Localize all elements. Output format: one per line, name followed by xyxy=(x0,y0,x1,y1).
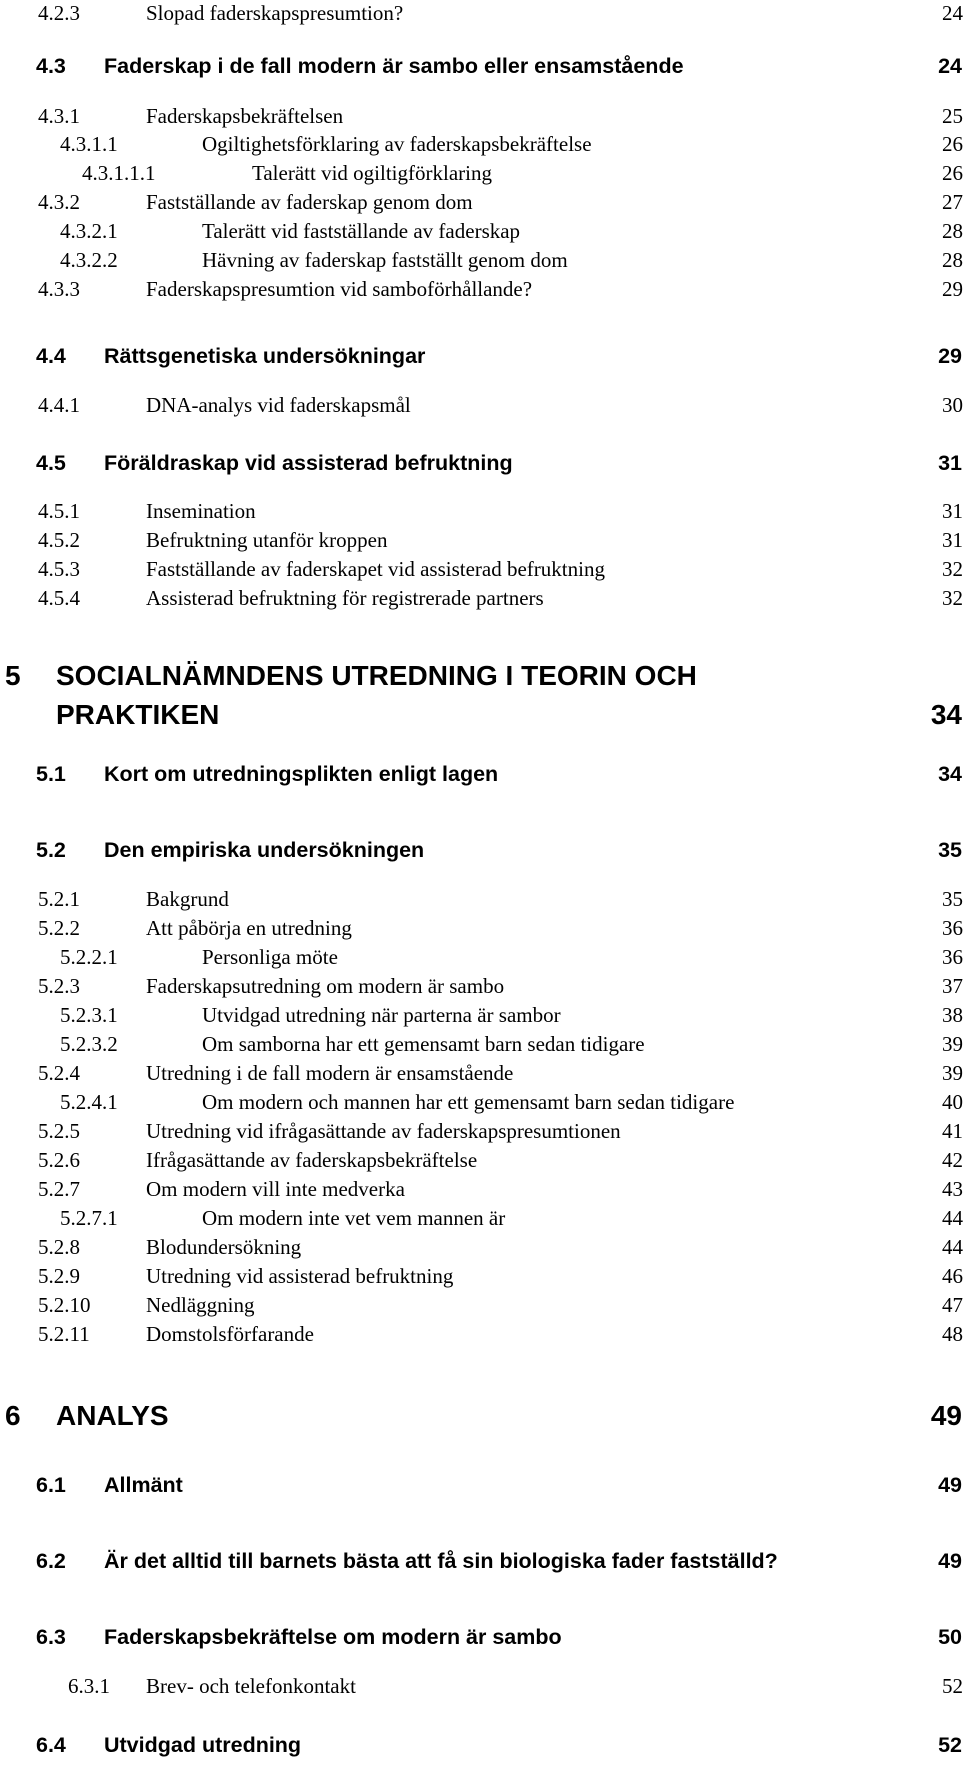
entry-page: 35 xyxy=(942,887,963,911)
entry-number: 5.2.7.1 xyxy=(60,1206,118,1230)
entry-title: Insemination xyxy=(146,499,256,523)
entry-number: 6.4 xyxy=(36,1733,66,1757)
entry-title: Nedläggning xyxy=(146,1293,255,1317)
entry-page: 44 xyxy=(942,1206,963,1230)
entry-page: 31 xyxy=(942,499,963,523)
entry-page: 50 xyxy=(938,1625,962,1649)
entry-title: Faderskap i de fall modern är sambo eller ensamstående xyxy=(104,54,684,78)
entry-number: 4.3.1 xyxy=(38,104,80,128)
entry-number: 5 xyxy=(5,660,21,691)
entry-title: Talerätt vid ogiltigförklaring xyxy=(252,161,492,185)
entry-page: 34 xyxy=(930,699,962,730)
entry-title: Assisterad befruktning för registrerade partners xyxy=(146,586,544,610)
entry-number: 5.2.5 xyxy=(38,1119,80,1143)
entry-page: 27 xyxy=(942,190,963,214)
entry-number: 6.3.1 xyxy=(68,1674,110,1698)
entry-title: Är det alltid till barnets bästa att få sin biologiska fader fastställd? xyxy=(104,1549,778,1573)
entry-title: Blodundersökning xyxy=(146,1235,302,1259)
entry-title: Utredning i de fall modern är ensamstående xyxy=(146,1061,514,1085)
entry-number: 4.3.1.1 xyxy=(60,132,118,156)
entry-page: 24 xyxy=(938,54,962,78)
entry-page: 37 xyxy=(942,974,963,998)
entry-number: 5.2.11 xyxy=(38,1322,90,1346)
entry-number: 5.2.4 xyxy=(38,1061,80,1085)
entry-number: 4.3.2.2 xyxy=(60,248,118,272)
entry-page: 26 xyxy=(942,132,963,156)
entry-page: 35 xyxy=(938,838,962,862)
entry-number: 5.2 xyxy=(36,838,66,862)
entry-number: 4.5.3 xyxy=(38,557,80,581)
entry-page: 36 xyxy=(942,916,963,940)
entry-title: Brev- och telefonkontakt xyxy=(146,1674,356,1698)
entry-number: 5.2.3.2 xyxy=(60,1032,118,1056)
entry-page: 25 xyxy=(942,104,963,128)
entry-title: ANALYS xyxy=(56,1400,169,1431)
entry-number: 4.4.1 xyxy=(38,393,80,417)
entry-title: Utredning vid assisterad befruktning xyxy=(146,1264,454,1288)
entry-page: 49 xyxy=(938,1549,962,1573)
entry-page: 32 xyxy=(942,586,963,610)
entry-title: Ogiltighetsförklaring av faderskapsbekräftelse xyxy=(202,132,592,156)
entry-page: 24 xyxy=(942,1,963,25)
entry-number: 6 xyxy=(5,1400,21,1431)
entry-number: 6.2 xyxy=(36,1549,66,1573)
entry-title: Faderskapsutredning om modern är sambo xyxy=(146,974,505,998)
entry-title: Om modern vill inte medverka xyxy=(146,1177,405,1201)
entry-title: Slopad faderskapspresumtion? xyxy=(146,1,404,25)
entry-page: 52 xyxy=(942,1674,963,1698)
entry-number: 5.2.1 xyxy=(38,887,80,911)
entry-number: 4.3.3 xyxy=(38,277,80,301)
entry-title: Befruktning utanför kroppen xyxy=(146,528,388,552)
entry-page: 40 xyxy=(942,1090,963,1114)
entry-number: 4.2.3 xyxy=(38,1,80,25)
entry-number: 4.3 xyxy=(36,54,66,78)
entry-page: 39 xyxy=(942,1032,963,1056)
entry-title: Utredning vid ifrågasättande av faderskapspresumtionen xyxy=(146,1119,621,1143)
entry-page: 47 xyxy=(942,1293,963,1317)
entry-page: 34 xyxy=(938,762,962,786)
entry-title: Bakgrund xyxy=(146,887,229,911)
entry-number: 4.5.1 xyxy=(38,499,80,523)
entry-title-continued: PRAKTIKEN xyxy=(56,699,220,730)
entry-page: 31 xyxy=(938,451,962,475)
entry-title: Ifrågasättande av faderskapsbekräftelse xyxy=(146,1148,478,1172)
entry-page: 32 xyxy=(942,557,963,581)
entry-page: 36 xyxy=(942,945,963,969)
entry-page: 44 xyxy=(942,1235,963,1259)
entry-page: 49 xyxy=(938,1473,962,1497)
entry-page: 38 xyxy=(942,1003,963,1027)
entry-title: SOCIALNÄMNDENS UTREDNING I TEORIN OCH xyxy=(56,660,697,691)
entry-title: Rättsgenetiska undersökningar xyxy=(104,344,426,368)
entry-page: 26 xyxy=(942,161,963,185)
entry-number: 5.2.10 xyxy=(38,1293,91,1317)
entry-number: 4.3.1.1.1 xyxy=(82,161,156,185)
entry-number: 4.5.4 xyxy=(38,586,80,610)
entry-page: 31 xyxy=(942,528,963,552)
entry-number: 5.2.8 xyxy=(38,1235,80,1259)
entry-page: 49 xyxy=(930,1400,962,1431)
entry-page: 46 xyxy=(942,1264,963,1288)
entry-page: 48 xyxy=(942,1322,963,1346)
entry-number: 4.5.2 xyxy=(38,528,80,552)
entry-number: 5.2.2 xyxy=(38,916,80,940)
entry-title: Kort om utredningsplikten enligt lagen xyxy=(104,762,499,786)
entry-title: Allmänt xyxy=(104,1473,183,1497)
entry-number: 5.2.4.1 xyxy=(60,1090,118,1114)
entry-page: 29 xyxy=(938,344,962,368)
entry-title: Personliga möte xyxy=(202,945,338,969)
entry-title: Hävning av faderskap fastställt genom dom xyxy=(202,248,568,272)
entry-page: 41 xyxy=(942,1119,963,1143)
entry-title: Utvidgad utredning xyxy=(104,1733,302,1757)
entry-number: 4.3.2.1 xyxy=(60,219,118,243)
entry-number: 4.5 xyxy=(36,451,66,475)
entry-page: 28 xyxy=(942,219,963,243)
entry-number: 6.3 xyxy=(36,1625,66,1649)
entry-title: Att påbörja en utredning xyxy=(146,916,352,940)
entry-title: Talerätt vid fastställande av faderskap xyxy=(202,219,521,243)
entry-number: 5.2.9 xyxy=(38,1264,80,1288)
entry-page: 52 xyxy=(938,1733,962,1757)
entry-page: 29 xyxy=(942,277,963,301)
entry-title: Om modern och mannen har ett gemensamt barn sedan tidigare xyxy=(202,1090,735,1114)
entry-number: 4.3.2 xyxy=(38,190,80,214)
entry-number: 5.2.2.1 xyxy=(60,945,118,969)
entry-number: 5.1 xyxy=(36,762,66,786)
entry-page: 43 xyxy=(942,1177,963,1201)
entry-page: 28 xyxy=(942,248,963,272)
entry-number: 5.2.3 xyxy=(38,974,80,998)
entry-number: 6.1 xyxy=(36,1473,66,1497)
entry-page: 39 xyxy=(942,1061,963,1085)
entry-number: 5.2.3.1 xyxy=(60,1003,118,1027)
entry-title: Domstolsförfarande xyxy=(146,1322,314,1346)
entry-title: Den empiriska undersökningen xyxy=(104,838,425,862)
entry-title: Om modern inte vet vem mannen är xyxy=(202,1206,506,1230)
entry-title: Fastställande av faderskapet vid assisterad befruktning xyxy=(146,557,605,581)
entry-title: Fastställande av faderskap genom dom xyxy=(146,190,473,214)
entry-page: 30 xyxy=(942,393,963,417)
entry-title: Faderskapsbekräftelse om modern är sambo xyxy=(104,1625,562,1649)
entry-number: 5.2.7 xyxy=(38,1177,80,1201)
entry-title: Föräldraskap vid assisterad befruktning xyxy=(104,451,513,475)
entry-page: 42 xyxy=(942,1148,963,1172)
entry-title: Utvidgad utredning när parterna är sambor xyxy=(202,1003,561,1027)
entry-title: Om samborna har ett gemensamt barn sedan tidigare xyxy=(202,1032,645,1056)
entry-title: Faderskapspresumtion vid samboförhållande? xyxy=(146,277,533,301)
entry-number: 4.4 xyxy=(36,344,66,368)
entry-number: 5.2.6 xyxy=(38,1148,80,1172)
entry-title: Faderskapsbekräftelsen xyxy=(146,104,344,128)
entry-title: DNA-analys vid faderskapsmål xyxy=(146,393,411,417)
